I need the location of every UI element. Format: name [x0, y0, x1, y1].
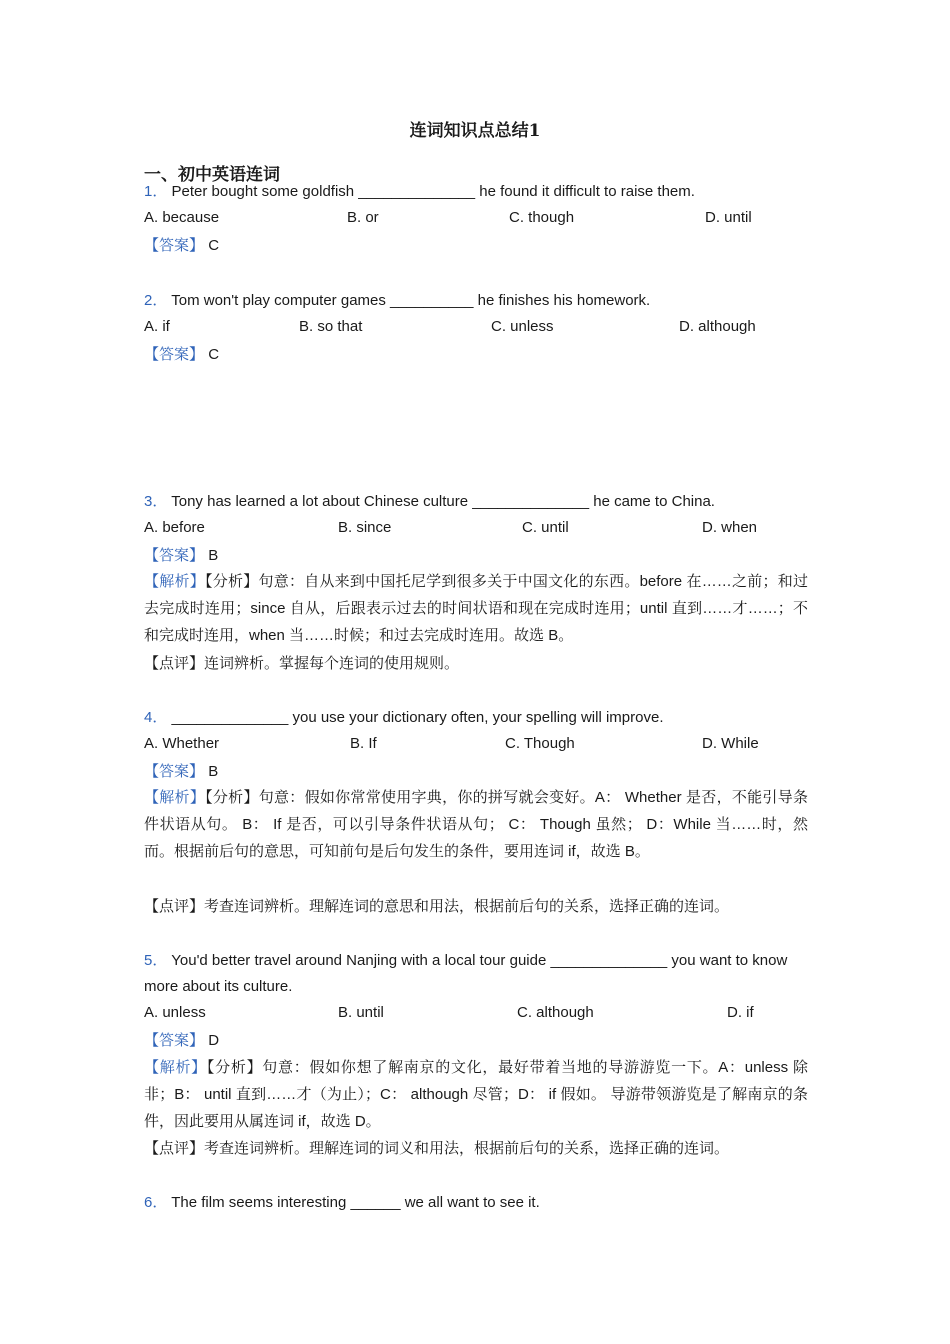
- answer-tag: 【答案】: [144, 237, 205, 254]
- question-5-stem: [144, 951, 787, 971]
- question-text: ______________ you use your dictionary often, your spelling will improve.: [171, 709, 664, 726]
- question-text: Tony has learned a lot about Chinese culture ______________ he came to China.: [171, 493, 715, 510]
- option-a: A. because: [144, 209, 220, 226]
- option-c: C. until: [522, 519, 569, 536]
- question-2-stem: [144, 291, 650, 311]
- question-1-answer: [144, 236, 219, 256]
- option-d: D. although: [679, 318, 756, 335]
- answer-value: B: [208, 547, 219, 564]
- answer-value: C: [208, 346, 220, 363]
- answer-tag: 【答案】: [144, 346, 205, 363]
- option-a: A. unless: [144, 1004, 206, 1021]
- analysis-text: 【分析】句意：假如你常常使用字典，你的拼写就会变好。A： Whether 是否，不能引导条件状语从句。 B： If 是否，可以引导条件状语从句； C： Though 虽然； D：While 当……时，然而。根据前后句的意思，可知前句是后句发生的条件，要用连词 if，故选 B。: [144, 789, 808, 860]
- analysis-text: 【分析】句意：假如你想了解南京的文化，最好带着当地的导游游览一下。A：unless 除非；B： until 直到……才（为止）；C： although 尽管；D： if 假如。 导游带领游览是了解南京的条件，因此要用从属连词 if，故选 D。: [144, 1059, 808, 1130]
- option-a: A. if: [144, 318, 170, 335]
- question-text: Tom won't play computer games __________ he finishes his homework.: [171, 292, 651, 309]
- answer-value: B: [208, 763, 219, 780]
- question-5-answer: [144, 1031, 219, 1051]
- question-3-stem: [144, 492, 715, 512]
- question-5-stem-continued: more about its culture.: [144, 978, 293, 995]
- question-number: 1．: [144, 183, 168, 200]
- question-1-stem: [144, 182, 695, 202]
- question-3-comment: 【点评】连词辨析。掌握每个连词的使用规则。: [144, 655, 460, 672]
- question-2-answer: [144, 345, 219, 365]
- question-4-stem: [144, 708, 663, 728]
- answer-tag: 【答案】: [144, 763, 205, 780]
- answer-value: D: [208, 1032, 220, 1049]
- option-d: D. if: [727, 1004, 754, 1021]
- analysis-tag: 【解析】: [144, 789, 206, 806]
- question-text: Peter bought some goldfish ______________ he found it difficult to raise them.: [171, 183, 695, 200]
- option-d: D. until: [705, 209, 752, 226]
- analysis-text: 【分析】句意：自从来到中国托尼学到很多关于中国文化的东西。before 在……之前；和过去完成时连用；since 自从，后跟表示过去的时间状语和现在完成时连用；until 直到……才……；不和完成时连用，when 当……时候；和过去完成时连用。故选 B。: [144, 573, 808, 644]
- option-c: C. although: [517, 1004, 594, 1021]
- question-4-analysis: [144, 784, 808, 865]
- question-text: You'd better travel around Nanjing with a local tour guide ______________ you want to know: [171, 952, 788, 969]
- question-number: 2．: [144, 292, 168, 309]
- question-5-comment: 【点评】考查连词辨析。理解连词的词义和用法，根据前后句的关系，选择正确的连词。: [144, 1140, 730, 1157]
- question-5-analysis: [144, 1054, 808, 1135]
- option-c: C. though: [509, 209, 575, 226]
- option-b: B. since: [338, 519, 392, 536]
- option-b: B. If: [350, 735, 377, 752]
- option-d: D. While: [702, 735, 759, 752]
- answer-tag: 【答案】: [144, 1032, 205, 1049]
- question-3-answer: [144, 546, 218, 566]
- question-4-answer: [144, 762, 218, 782]
- question-3-analysis: [144, 568, 808, 649]
- question-3-options: [144, 519, 824, 539]
- question-number: 5．: [144, 952, 168, 969]
- question-6-stem: [144, 1193, 540, 1213]
- question-number: 3．: [144, 493, 168, 510]
- answer-value: C: [208, 237, 220, 254]
- option-d: D. when: [702, 519, 758, 536]
- question-number: 4．: [144, 709, 168, 726]
- question-text: The film seems interesting ______ we all want to see it.: [171, 1194, 540, 1211]
- page-title: 连词知识点总结1: [409, 121, 541, 141]
- answer-tag: 【答案】: [144, 547, 205, 564]
- question-2-options: [144, 318, 824, 338]
- question-4-options: [144, 735, 824, 755]
- question-1-options: [144, 209, 824, 229]
- option-a: A. before: [144, 519, 205, 536]
- question-4-comment: 【点评】考查连词辨析。理解连词的意思和用法，根据前后句的关系，选择正确的连词。: [144, 898, 730, 915]
- option-c: C. Though: [505, 735, 575, 752]
- option-b: B. or: [347, 209, 379, 226]
- option-b: B. so that: [299, 318, 363, 335]
- question-5-options: [144, 1004, 824, 1024]
- option-c: C. unless: [491, 318, 554, 335]
- option-b: B. until: [338, 1004, 384, 1021]
- analysis-tag: 【解析】: [144, 573, 205, 590]
- option-a: A. Whether: [144, 735, 220, 752]
- analysis-tag: 【解析】: [144, 1059, 207, 1076]
- question-number: 6．: [144, 1194, 168, 1211]
- section-heading: 一、初中英语连词: [144, 165, 280, 184]
